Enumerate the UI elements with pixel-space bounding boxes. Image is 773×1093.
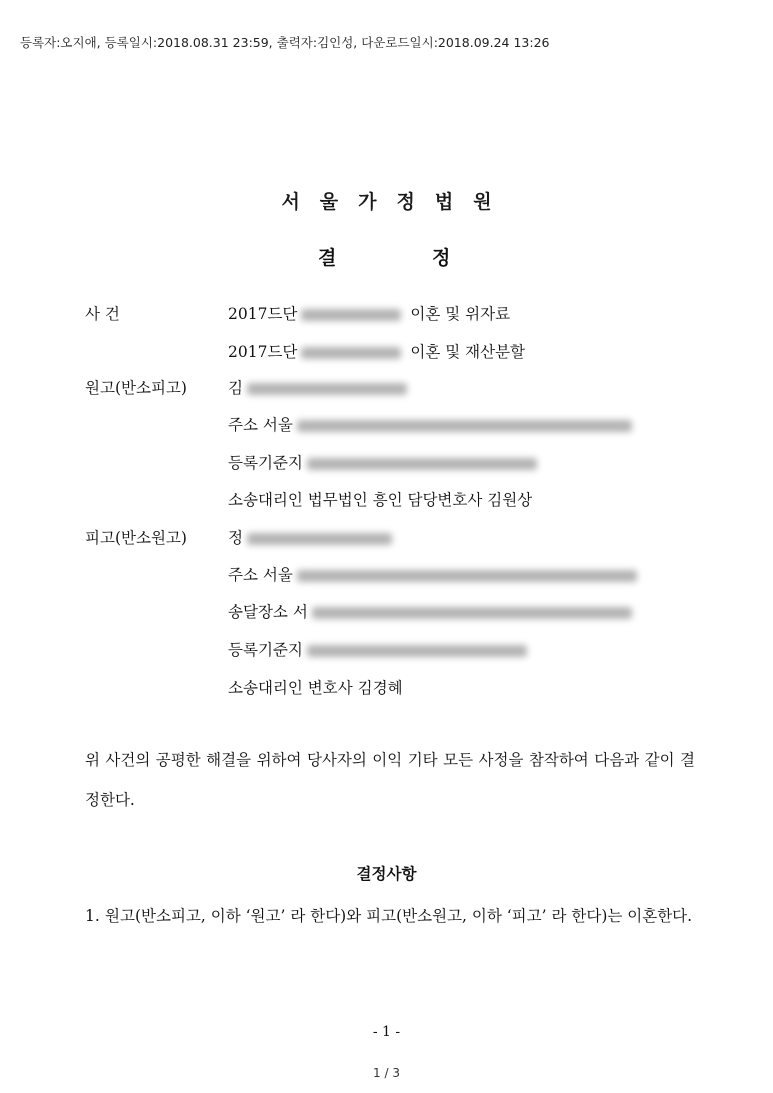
redacted-case-number: [301, 309, 401, 321]
case-title-2: 이혼 및 재산분할: [410, 343, 526, 361]
plaintiff-name: 김: [228, 379, 243, 397]
plaintiff-registry-row: [228, 451, 541, 473]
download-header: 등록자:오지애, 등록일시:2018.08.31 23:59, 출력자:김인성, 다운로드일시:2018.09.24 13:26: [20, 35, 550, 50]
plaintiff-counsel: 소송대리인 법무법인 흥인 담당변호사 김원상: [228, 491, 533, 509]
plaintiff-address-label: 주소 서울: [228, 416, 293, 434]
doc-type-char-1: 결: [318, 247, 337, 269]
page-counter: 1 / 3: [373, 1066, 400, 1080]
plaintiff-address-row: [228, 413, 636, 435]
redacted-defendant-registry: [307, 645, 527, 657]
page-number: - 1 -: [372, 1024, 401, 1040]
defendant-address-row: [228, 563, 641, 585]
defendant-registry-row: [228, 638, 531, 660]
defendant-delivery-label: 송달장소 서: [228, 603, 308, 621]
item-number: 1.: [85, 907, 100, 925]
redacted-plaintiff-id: [247, 383, 407, 395]
redacted-case-number: [301, 347, 401, 359]
redacted-plaintiff-address: [297, 420, 632, 432]
redacted-defendant-delivery: [312, 607, 632, 619]
defendant-registry-label: 등록기준지: [228, 641, 303, 659]
defendant-counsel: 소송대리인 변호사 김경혜: [228, 679, 403, 697]
case-label: 사 건: [85, 305, 120, 323]
doc-type-char-2: 정: [432, 247, 451, 269]
defendant-label: 피고(반소원고): [85, 529, 187, 547]
redacted-defendant-address: [297, 570, 637, 582]
case-number-1: 2017드단: [228, 305, 298, 323]
plaintiff-name-row: [228, 376, 411, 398]
defendant-name-row: [228, 526, 396, 548]
defendant-address-label: 주소 서울: [228, 566, 293, 584]
item-text: 원고(반소피고, 이하 ‘원고’ 라 한다)와 피고(반소원고, 이하 ‘피고’ 라 한다)는 이혼한다.: [105, 907, 693, 925]
case-line-2: [228, 340, 525, 362]
case-line-1: [228, 302, 510, 324]
intro-paragraph: 위 사건의 공평한 해결을 위하여 당사자의 이익 기타 모든 사정을 참작하여 다음과 같이 결정한다.: [85, 751, 695, 809]
case-number-2: 2017드단: [228, 343, 298, 361]
redacted-defendant-id: [247, 533, 392, 545]
case-title-1: 이혼 및 위자료: [410, 305, 511, 323]
defendant-name: 정: [228, 529, 243, 547]
decision-item: [85, 897, 695, 935]
plaintiff-label: 원고(반소피고): [85, 379, 187, 397]
redacted-plaintiff-registry: [307, 458, 537, 470]
court-name: 서울가정법원: [281, 191, 512, 213]
plaintiff-registry-label: 등록기준지: [228, 454, 303, 472]
defendant-delivery-row: [228, 600, 636, 622]
section-title: 결정사항: [356, 864, 417, 883]
